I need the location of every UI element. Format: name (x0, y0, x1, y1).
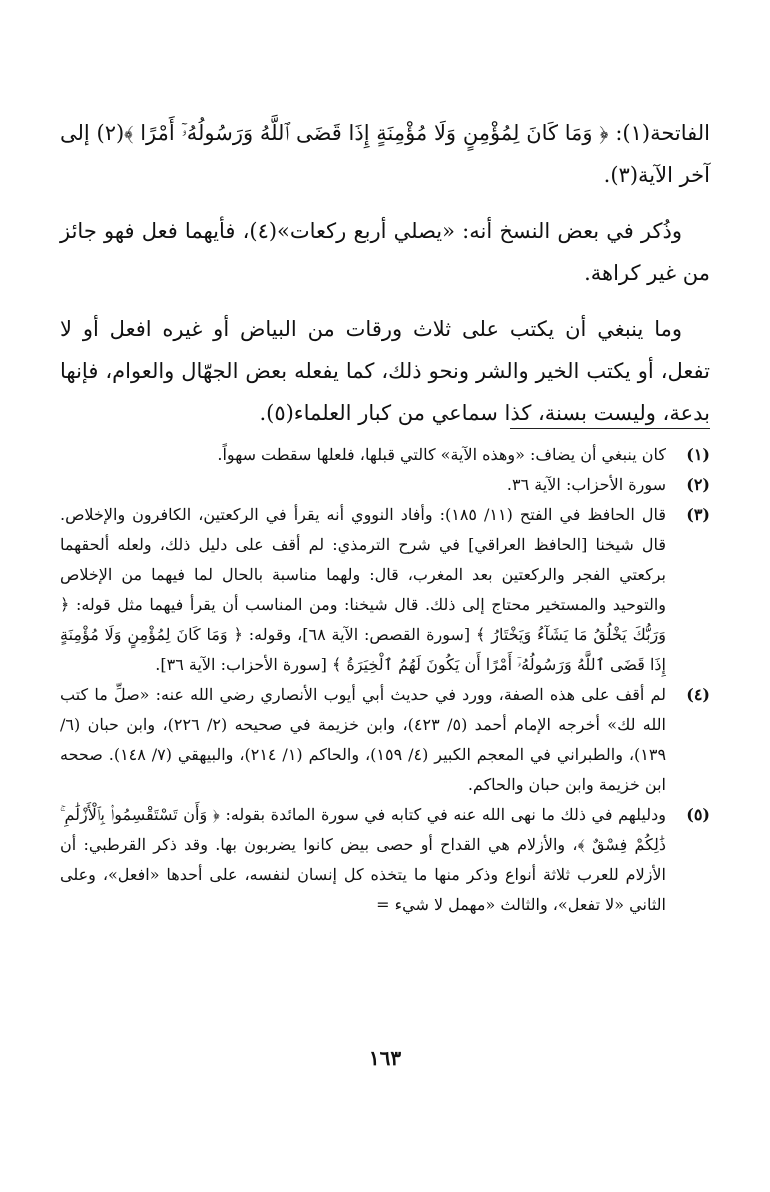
footnote-text: ودليلهم في ذلك ما نهى الله عنه في كتابه في سورة المائدة بقوله: ﴿ وَأَن تَسْتَقْسِمُوا۟ بِٱلْأَزْلَٰمِ ۚ ذَٰلِكُمْ فِسْقٌ ﴾، والأزلام هي القداح أو حصى بيض كانوا يضربون بها. وقد ذكر القرطبي: أن الأزلام للعرب ثلاثة أنواع وذكر منها ما يتخذه كل إنسان لنفسه، على أحدها «افعل»، وعلى الثاني «لا تفعل»، والثالث «مهمل لا شيء = (60, 805, 666, 914)
footnote-4 (60, 680, 710, 800)
footnote-number: (٥) (686, 805, 710, 824)
footnote-text: كان ينبغي أن يضاف: «وهذه الآية» كالتي قبلها، فلعلها سقطت سهواً. (217, 445, 666, 464)
footnote-1 (60, 440, 710, 470)
footnote-3 (60, 500, 710, 680)
footnote-separator (510, 428, 710, 429)
footnote-5 (60, 800, 710, 920)
footnote-number: (٢) (686, 475, 710, 494)
footnote-number: (١) (686, 445, 710, 464)
footnote-text: سورة الأحزاب: الآية ٣٦. (506, 475, 666, 494)
footnote-number: (٣) (686, 505, 710, 524)
main-paragraph-3: وما ينبغي أن يكتب على ثلاث ورقات من البياض أو غيره افعل أو لا تفعل، أو يكتب الخير والشر ونحو ذلك، كما يفعله بعض الجهّال والعوام، فإنها بدعة، وليست بسنة، كذا سماعي من كبار العلماء(٥). (60, 317, 710, 425)
footnote-text: لم أقف على هذه الصفة، وورد في حديث أبي أيوب الأنصاري رضي الله عنه: «صلِّ ما كتب الله لك» أخرجه الإمام أحمد (٥/ ٤٢٣)، وابن خزيمة في صحيحه (٢/ ٢٢٦)، وابن حبان (٦/ ١٣٩)، والطبراني في المعجم الكبير (٤/ ١٥٩)، والحاكم (١/ ٢١٤)، والبيهقي (٧/ ١٤٨). صححه ابن خزيمة وابن حبان والحاكم. (60, 685, 667, 794)
main-text (60, 112, 710, 448)
footnote-text: قال الحافظ في الفتح (١١/ ١٨٥): وأفاد النووي أنه يقرأ في الركعتين، الكافرون والإخلاص. قال شيخنا [الحافظ العراقي] في شرح الترمذي: لم أقف على دليل ذلك، ولعله ألحقهما بركعتي الفجر والركعتين بعد المغرب، قال: ولهما مناسبة بالحال لما فيهما من الإخلاص والتوحيد والمستخير محتاج إلى ذلك. قال شيخنا: ومن المناسب أن يقرأ فيهما مثل قوله: ﴿ وَرَبُّكَ يَخْلُقُ مَا يَشَآءُ وَيَخْتَارُ ﴾ [سورة القصص: الآية ٦٨]، وقوله: ﴿ وَمَا كَانَ لِمُؤْمِنٍ وَلَا مُؤْمِنَةٍ إِذَا قَضَى ٱللَّهُ وَرَسُولُهُۥٓ أَمْرًا أَن يَكُونَ لَهُمُ ٱلْخِيَرَةُ ﴾ [سورة الأحزاب: الآية ٣٦]. (60, 505, 667, 674)
main-paragraph-1: الفاتحة(١): ﴿ وَمَا كَانَ لِمُؤْمِنٍ وَلَا مُؤْمِنَةٍ إِذَا قَضَى ٱللَّهُ وَرَسُولُهُۥٓ أَمْرًا ﴾(٢) إلى آخر الآية(٣). (60, 121, 710, 187)
page-number: ١٦٣ (368, 1046, 402, 1070)
footnote-number: (٤) (686, 685, 710, 704)
footnote-2 (60, 470, 710, 500)
footnotes (60, 440, 710, 920)
main-paragraph-2: وذُكر في بعض النسخ أنه: «يصلي أربع ركعات»(٤)، فأيهما فعل فهو جائز من غير كراهة. (60, 219, 710, 285)
